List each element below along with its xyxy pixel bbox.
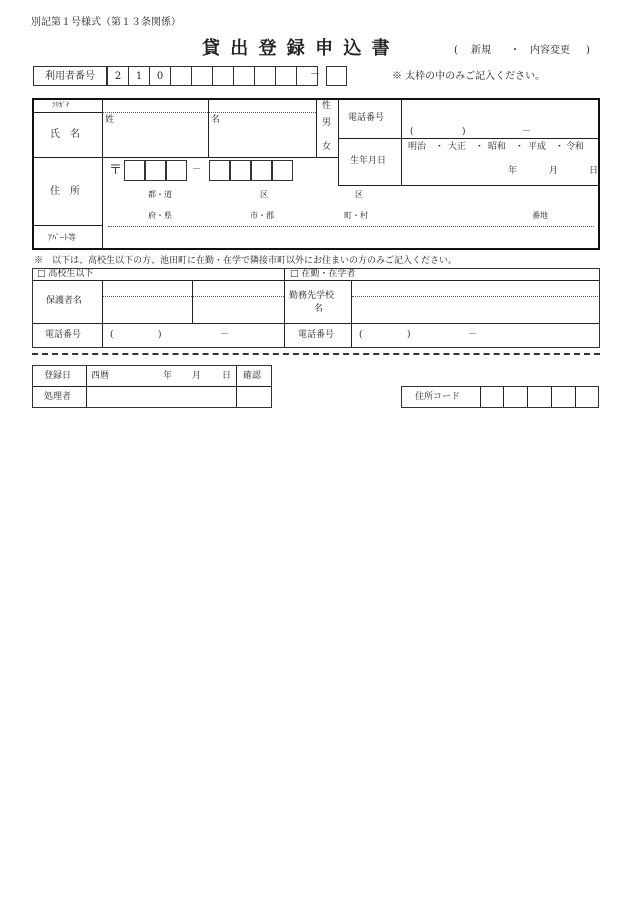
- form-reference: 別記第１号様式（第１３条関係）: [31, 17, 181, 28]
- era-showa[interactable]: 昭和: [488, 142, 507, 152]
- given-name-label: 名: [211, 115, 221, 125]
- confirm-stamp-cell[interactable]: [237, 387, 271, 407]
- phone-label: 電話番号: [348, 113, 385, 123]
- phone-open-paren: (: [410, 127, 414, 137]
- user-number-digit[interactable]: 2: [107, 66, 129, 86]
- phone-close-paren: ): [462, 127, 466, 137]
- work-phone-close: ): [407, 330, 411, 340]
- address-input[interactable]: [103, 186, 598, 226]
- guardian-phone-dash: －: [220, 330, 230, 340]
- guardian-phone-label: 電話番号: [45, 330, 82, 340]
- birthdate-label: 生年月日: [350, 156, 387, 166]
- user-number-label: 利用者番号: [45, 71, 95, 82]
- user-number-digit[interactable]: 0: [149, 66, 171, 86]
- birth-month-unit: 月: [549, 166, 559, 176]
- user-number-digit[interactable]: [191, 66, 213, 86]
- address-code-label: 住所コード: [415, 392, 461, 402]
- user-number-digit[interactable]: [275, 66, 297, 86]
- user-number-digit[interactable]: [254, 66, 276, 86]
- era-reiwa[interactable]: 令和: [566, 142, 585, 152]
- user-number-digit[interactable]: [212, 66, 234, 86]
- era-heisei[interactable]: 平成: [528, 142, 547, 152]
- type-new-option[interactable]: 新規: [471, 45, 491, 56]
- postal-digit-box[interactable]: [166, 160, 187, 181]
- birth-day-unit: 日: [589, 166, 599, 176]
- user-number-digit[interactable]: 1: [128, 66, 150, 86]
- postal-digit-box[interactable]: [251, 160, 272, 181]
- handler-input[interactable]: [87, 387, 236, 407]
- user-number-digit[interactable]: [233, 66, 255, 86]
- type-open-paren: (: [454, 45, 458, 56]
- postal-mark-icon: 〒: [109, 163, 123, 178]
- reg-month-unit: 月: [192, 371, 202, 381]
- worker-student-checkbox[interactable]: □ 在勤・在学者: [290, 269, 356, 279]
- user-number-digit[interactable]: [170, 66, 192, 86]
- sex-male-option[interactable]: 男: [322, 118, 332, 128]
- confirm-label: 確認: [243, 371, 262, 381]
- address-label: 住 所: [50, 186, 80, 197]
- user-number-hyphen: －: [310, 69, 320, 80]
- workplace-label-line2: 名: [314, 304, 324, 314]
- furigana-label: ﾌﾘｶﾞﾅ: [52, 101, 70, 109]
- name-label: 氏 名: [50, 129, 80, 140]
- apartment-label: ｱﾊﾟｰﾄ等: [48, 233, 76, 242]
- ku-label-1: 区: [260, 190, 268, 199]
- reg-year-unit: 年: [163, 371, 173, 381]
- surname-label: 姓: [105, 115, 115, 125]
- guardian-label: 保護者名: [46, 296, 83, 306]
- phone-input[interactable]: [402, 100, 598, 138]
- era-options: 明治 ・ 大正 ・ 昭和 ・ 平成 ・ 令和: [408, 142, 585, 152]
- postal-digit-box[interactable]: [145, 160, 166, 181]
- workplace-input[interactable]: [352, 282, 598, 322]
- work-phone-open: (: [359, 330, 363, 340]
- postal-digit-box[interactable]: [230, 160, 251, 181]
- form-title: 貸 出 登 録 申 込 書: [202, 38, 392, 59]
- sex-female-option[interactable]: 女: [322, 142, 332, 152]
- guardian-input[interactable]: [103, 282, 283, 322]
- phone-dash: －: [522, 127, 532, 137]
- type-close-paren: ): [586, 45, 590, 56]
- cut-line-divider: [32, 353, 600, 355]
- workplace-label-line1: 勤務先学校: [289, 291, 335, 301]
- furigana-input[interactable]: [103, 100, 316, 112]
- high-school-checkbox[interactable]: □ 高校生以下: [37, 269, 94, 279]
- type-separator: ・: [510, 45, 520, 56]
- city-label: 市・郡: [250, 211, 274, 220]
- postal-digit-box[interactable]: [209, 160, 230, 181]
- address-code-input[interactable]: [481, 387, 598, 407]
- registration-date-label: 登録日: [44, 371, 72, 381]
- era-taisho[interactable]: 大正: [448, 142, 467, 152]
- surname-input[interactable]: [103, 113, 208, 157]
- guardian-phone-input[interactable]: [103, 325, 283, 346]
- user-number-label-cell: [33, 66, 107, 86]
- postal-digit-box[interactable]: [272, 160, 293, 181]
- user-number-check-digit[interactable]: [326, 66, 347, 86]
- given-name-input[interactable]: [209, 113, 316, 157]
- era-meiji[interactable]: 明治: [408, 142, 427, 152]
- postal-digit-box[interactable]: [124, 160, 145, 181]
- apartment-input[interactable]: [103, 228, 598, 248]
- work-phone-label: 電話番号: [298, 330, 335, 340]
- type-change-option[interactable]: 内容変更: [530, 45, 570, 56]
- handler-label: 処理者: [44, 392, 72, 402]
- town-label: 町・村: [344, 211, 368, 220]
- ku-label-2: 区: [355, 190, 363, 199]
- reg-day-unit: 日: [222, 371, 232, 381]
- work-phone-dash: －: [468, 330, 478, 340]
- pref-upper: 都・道: [148, 190, 172, 199]
- notice-text: ※ 以下は、高校生以下の方、池田町に在勤・在学で隣接市町以外にお住まいの方のみご記入ください。: [34, 256, 458, 266]
- guardian-phone-close: ): [158, 330, 162, 340]
- banchi-label: 番地: [532, 211, 548, 220]
- fill-note: ※ 太枠の中のみご記入ください。: [392, 71, 546, 82]
- western-calendar-label: 西暦: [91, 371, 110, 381]
- postal-dash: －: [192, 165, 202, 175]
- guardian-phone-open: (: [110, 330, 114, 340]
- birth-year-unit: 年: [508, 166, 518, 176]
- sex-label: 性: [322, 101, 332, 111]
- pref-lower: 府・県: [148, 211, 172, 220]
